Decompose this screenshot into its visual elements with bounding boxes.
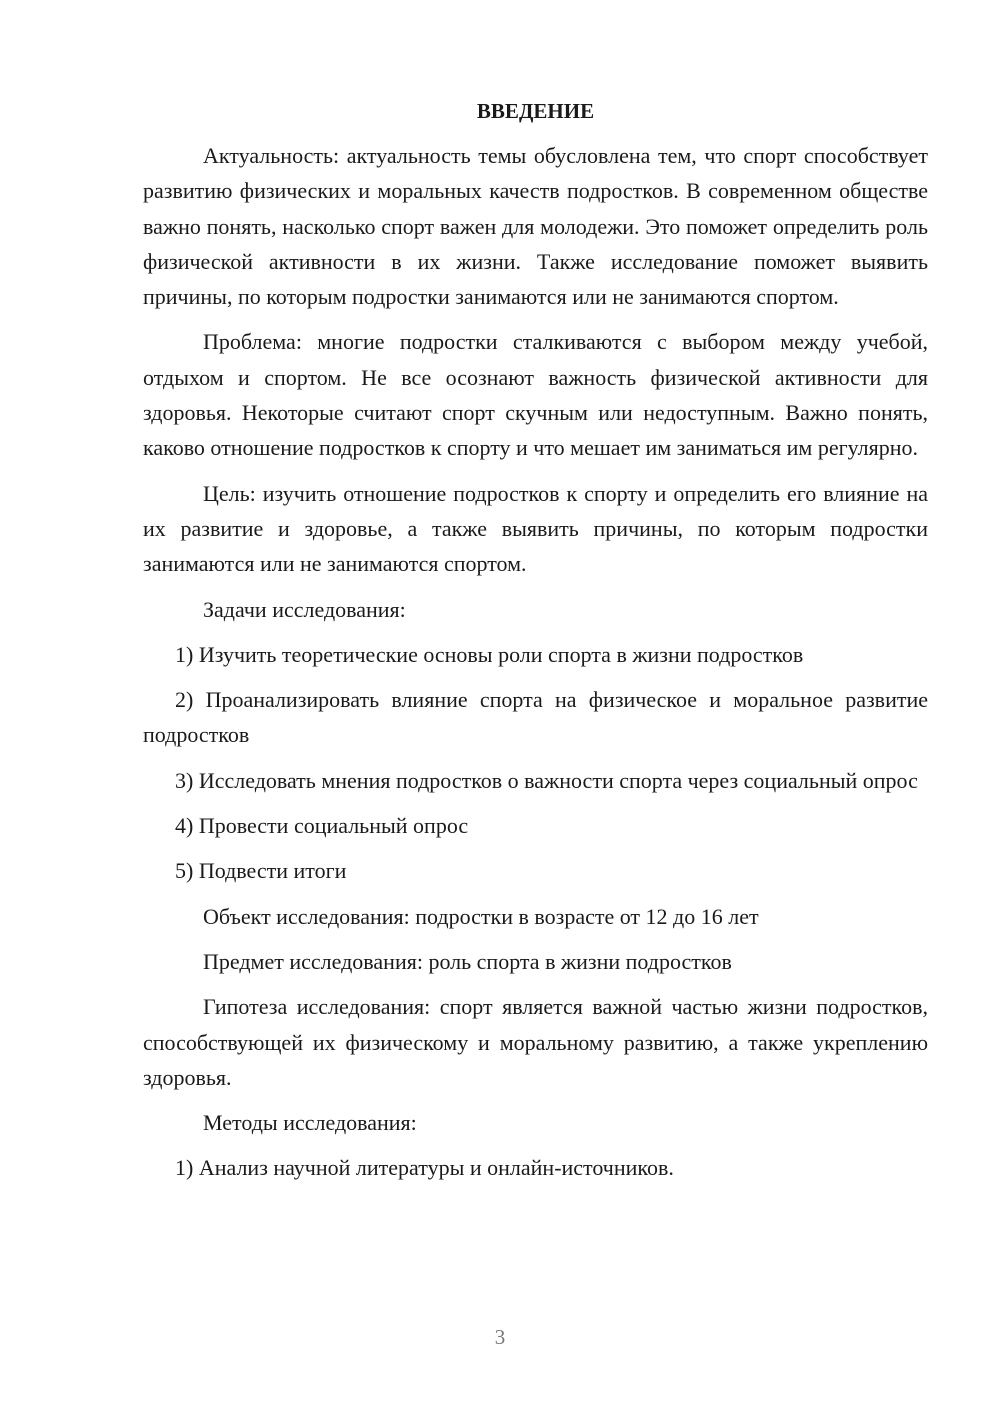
object-paragraph: Объект исследования: подростки в возрасте от 12 до 16 лет bbox=[203, 903, 759, 929]
page-number: 3 bbox=[494, 1325, 506, 1349]
document-page bbox=[143, 94, 928, 1196]
task-item-1: 1) Изучить теоретические основы роли спорта в жизни подростков bbox=[175, 641, 804, 667]
tasks-heading: Задачи исследования: bbox=[203, 596, 406, 622]
relevance-paragraph: Актуальность: актуальность темы обусловлена тем, что спорт способствует развитию физических и моральных качеств подростков. В современном обществе важно понять, насколько спорт важен для молодежи. Это поможет определить роль физической активности в их жизни. Также исследование поможет выявить причины, по которым подростки занимаются или не занимаются спортом. bbox=[143, 143, 928, 310]
task-item-4: 4) Провести социальный опрос bbox=[175, 813, 469, 839]
hypothesis-paragraph: Гипотеза исследования: спорт является важной частью жизни подростков, способствующей их физическому и моральному развитию, а также укреплению здоровья. bbox=[143, 994, 928, 1090]
section-title: ВВЕДЕНИЕ bbox=[476, 99, 595, 123]
goal-paragraph: Цель: изучить отношение подростков к спорту и определить его влияние на их развитие и здоровье, а также выявить причины, по которым подростки занимаются или не занимаются спортом. bbox=[143, 480, 928, 577]
methods-heading: Методы исследования: bbox=[203, 1110, 417, 1136]
problem-paragraph: Проблема: многие подростки сталкиваются с выбором между учебой, отдыхом и спортом. Не все осознают важность физической активности для здоровья. Некоторые считают спорт скучным или недоступным. Важно понять, каково отношение подростков к спорту и что мешает им заниматься им регулярно. bbox=[143, 329, 928, 461]
task-item-3: 3) Исследовать мнения подростков о важности спорта через социальный опрос bbox=[175, 767, 918, 793]
subject-paragraph: Предмет исследования: роль спорта в жизни подростков bbox=[203, 948, 732, 974]
task-item-5: 5) Подвести итоги bbox=[175, 858, 347, 884]
task-item-2: 2) Проанализировать влияние спорта на физическое и моральное развитие подростков bbox=[143, 687, 928, 748]
method-item-1: 1) Анализ научной литературы и онлайн-источников. bbox=[175, 1155, 674, 1181]
